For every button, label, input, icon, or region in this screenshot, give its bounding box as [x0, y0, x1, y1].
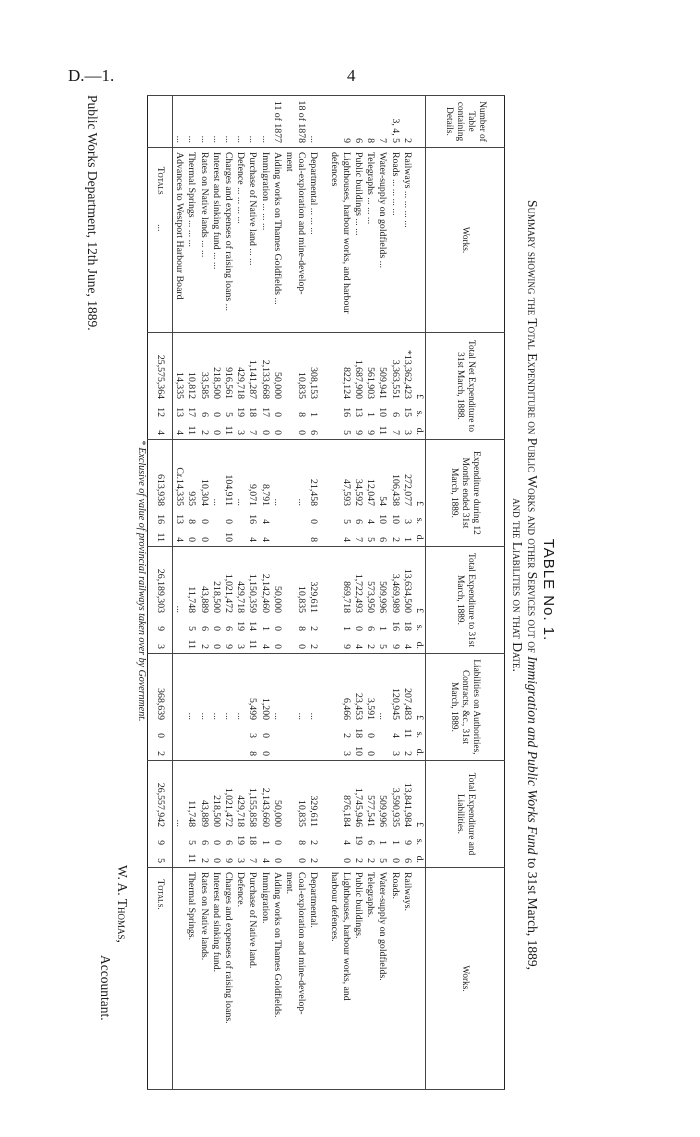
totals-label-right: Totals. — [147, 868, 172, 1090]
table-row — [197, 96, 209, 1090]
table-row — [352, 96, 364, 1090]
row-expenditure-12: ... — [295, 440, 307, 547]
row-table-number — [283, 96, 295, 148]
row-works: Water-supply on goldfields ... — [376, 148, 388, 333]
row-liabilities: ... — [222, 654, 234, 761]
row-works: Immigration ... ... ... — [258, 148, 270, 333]
totals-total-exp-liab: 26,557,94295 — [147, 761, 172, 868]
row-total-exp-liab: 429,718193 — [234, 761, 246, 868]
row-works-right: ment. — [283, 868, 295, 1090]
row-works-right: Interest and sinking fund. — [210, 868, 222, 1090]
row-works: Charges and expenses of raising loans ... — [222, 148, 234, 333]
row-total-expenditure: 429,718193 — [234, 547, 246, 654]
row-total-net: 2,133,668170 — [258, 333, 270, 440]
row-total-net: *13,362,423153 — [401, 333, 413, 440]
row-works: Rates on Native lands ... ... — [197, 148, 209, 333]
table-row — [258, 96, 270, 1090]
row-table-number: 7 — [376, 96, 388, 148]
row-works: Interest and sinking fund ... ... — [210, 148, 222, 333]
row-liabilities: ... — [185, 654, 197, 761]
row-table-number: ... — [185, 96, 197, 148]
table-row — [388, 96, 400, 1090]
row-works: Purchase of Native land ... ... — [246, 148, 258, 333]
row-table-number: ... — [172, 96, 185, 148]
department-date: Public Works Department, 12th June, 1889. — [85, 95, 100, 331]
subtitle-part2: to 31st March, 1889, — [525, 857, 540, 970]
header-expenditure-12-months: Expenditure during 12 Months ended 31st March, 1889. — [426, 440, 505, 547]
row-liabilities: ... — [295, 654, 307, 761]
row-table-number: ... — [210, 96, 222, 148]
row-works: Aiding works on Thames Goldfields ... — [271, 148, 283, 333]
row-table-number — [327, 96, 339, 148]
row-total-exp-liab: 13,841,98496 — [401, 761, 413, 868]
row-total-expenditure — [327, 547, 339, 654]
row-works-right: harbour defences. — [327, 868, 339, 1090]
table-row — [295, 96, 307, 1090]
row-liabilities: ... — [271, 654, 283, 761]
row-total-net: 308,15316 — [307, 333, 319, 440]
subtitle-part1: Summary showing the Total Expenditure on Public Works and other Services out of — [525, 200, 540, 653]
row-total-net: 429,718193 — [234, 333, 246, 440]
row-total-exp-liab: 876,18440 — [340, 761, 352, 868]
row-total-exp-liab: 2,143,66014 — [258, 761, 270, 868]
row-total-exp-liab: 1,745,946192 — [352, 761, 364, 868]
row-table-number: ... — [234, 96, 246, 148]
row-expenditure-12: Cr.14,335134 — [172, 440, 185, 547]
table-row — [271, 96, 283, 1090]
row-total-expenditure: 10,83580 — [295, 547, 307, 654]
row-expenditure-12 — [283, 440, 295, 547]
row-liabilities: 1,20000 — [258, 654, 270, 761]
row-expenditure-12: 104,911010 — [222, 440, 234, 547]
totals-row — [147, 96, 172, 1090]
row-expenditure-12: 10,30400 — [197, 440, 209, 547]
row-total-expenditure: 1,722,49304 — [352, 547, 364, 654]
table-row — [401, 96, 413, 1090]
row-works-right: Defence. — [234, 868, 246, 1090]
row-total-exp-liab: 10,83580 — [295, 761, 307, 868]
row-liabilities: 23,4531810 — [352, 654, 364, 761]
row-works: Lighthouses, harbour works, and harbour — [340, 148, 352, 333]
row-works: Departmental ... ... ... — [307, 148, 319, 333]
totals-total-expenditure: 26,189,30393 — [147, 547, 172, 654]
row-expenditure-12: 54106 — [376, 440, 388, 547]
row-works-right: Telegraphs. — [364, 868, 376, 1090]
row-total-expenditure: 50,00000 — [271, 547, 283, 654]
table-body — [172, 96, 425, 1090]
table-subtitle — [510, 80, 540, 1090]
row-total-expenditure: 218,50000 — [210, 547, 222, 654]
row-total-exp-liab: 43,88962 — [197, 761, 209, 868]
row-expenditure-12: 12,04745 — [364, 440, 376, 547]
table-row — [234, 96, 246, 1090]
row-total-exp-liab: 1,155,858187 — [246, 761, 258, 868]
header-liabilities: Liabilities on Authorities, Contracts, &c., 31st March, 1889. — [426, 654, 505, 761]
row-total-exp-liab — [327, 761, 339, 868]
header-total-expenditure: Total Expenditure to 31st March, 1889. — [426, 547, 505, 654]
units-cell: £s.d. — [413, 547, 426, 654]
row-liabilities: 120,94543 — [388, 654, 400, 761]
row-total-expenditure: 1,150,3591411 — [246, 547, 258, 654]
row-works: defences — [327, 148, 339, 333]
row-works: Defence ... ... ... ... — [234, 148, 246, 333]
row-total-exp-liab: 509,99615 — [376, 761, 388, 868]
row-works-right: Roads. — [388, 868, 400, 1090]
spacer-row — [319, 96, 327, 1090]
row-liabilities: ... — [307, 654, 319, 761]
row-works: Coal-exploration and mine-develop- — [295, 148, 307, 333]
row-liabilities: ... — [210, 654, 222, 761]
row-total-net — [327, 333, 339, 440]
row-liabilities: 3,59100 — [364, 654, 376, 761]
row-total-expenditure: 573,95062 — [364, 547, 376, 654]
row-total-exp-liab: 577,54162 — [364, 761, 376, 868]
row-liabilities: 207,483112 — [401, 654, 413, 761]
row-total-net: 561,90319 — [364, 333, 376, 440]
row-works-right: Coal-exploration and mine-develop- — [295, 868, 307, 1090]
row-works: ment — [283, 148, 295, 333]
row-total-net — [283, 333, 295, 440]
units-cell: £s.d. — [413, 761, 426, 868]
row-expenditure-12: 47,59354 — [340, 440, 352, 547]
units-cell: £s.d. — [413, 440, 426, 547]
row-expenditure-12: ... — [210, 440, 222, 547]
row-total-net: 50,00000 — [271, 333, 283, 440]
row-total-expenditure: 11,748511 — [185, 547, 197, 654]
page-number: 4 — [347, 66, 356, 85]
row-expenditure-12: 21,45808 — [307, 440, 319, 547]
row-liabilities — [172, 654, 185, 761]
row-works: Public buildings ... ... — [352, 148, 364, 333]
table-row — [327, 96, 339, 1090]
row-total-expenditure: 329,61122 — [307, 547, 319, 654]
row-works-right: Departmental. — [307, 868, 319, 1090]
row-table-number: 9 — [340, 96, 352, 148]
row-expenditure-12: 8,79144 — [258, 440, 270, 547]
table-row — [185, 96, 197, 1090]
row-total-net: 14,335134 — [172, 333, 185, 440]
row-expenditure-12: ... — [234, 440, 246, 547]
row-works-right: Lighthouses, harbour works, and — [340, 868, 352, 1090]
row-table-number: 3, 4, 5 — [388, 96, 400, 148]
row-total-expenditure — [283, 547, 295, 654]
row-total-net: 916,561511 — [222, 333, 234, 440]
row-total-expenditure: 509,99615 — [376, 547, 388, 654]
row-table-number: ... — [222, 96, 234, 148]
header-total-net: Total Net Expenditure to 31st March, 1888. — [426, 333, 505, 440]
row-table-number: 18 of 1878 — [295, 96, 307, 148]
table-row — [307, 96, 319, 1090]
row-total-expenditure: 869,71819 — [340, 547, 352, 654]
totals-expenditure-12: 613,9381611 — [147, 440, 172, 547]
row-works-right: Aiding works on Thames Goldfields. — [271, 868, 283, 1090]
table-row — [340, 96, 352, 1090]
table-row — [172, 96, 185, 1090]
row-total-net: 218,50000 — [210, 333, 222, 440]
header-works: Works. — [426, 148, 505, 333]
row-total-exp-liab: 11,748511 — [185, 761, 197, 868]
row-table-number: ... — [246, 96, 258, 148]
footnote: * Exclusive of value of provincial railways taken over by Government. — [136, 440, 147, 722]
row-total-net: 3,363,55167 — [388, 333, 400, 440]
totals-label: Totals ... — [147, 148, 172, 333]
header-row — [426, 96, 505, 1090]
row-works-right: Thermal Springs. — [185, 868, 197, 1090]
units-row — [413, 96, 426, 1090]
row-works: Thermal Springs ... ... ... — [185, 148, 197, 333]
row-works-right: Public buildings. — [352, 868, 364, 1090]
summary-table — [147, 95, 505, 1090]
units-cell: £s.d. — [413, 333, 426, 440]
page-reference: D.—1. — [68, 66, 115, 85]
row-total-net: 1,687,900139 — [352, 333, 364, 440]
subtitle-line2: and the Liabilities on that Date. — [510, 498, 525, 672]
totals-total-net: 25,575,364124 — [147, 333, 172, 440]
row-works-right: Immigration. — [258, 868, 270, 1090]
row-total-expenditure: 1,021,47269 — [222, 547, 234, 654]
row-table-number: ... — [258, 96, 270, 148]
units-cell: £s.d. — [413, 654, 426, 761]
row-works-right: Railways. — [401, 868, 413, 1090]
row-total-net: 1,141,287187 — [246, 333, 258, 440]
row-expenditure-12: 9,071164 — [246, 440, 258, 547]
signature-title: Accountant. — [98, 955, 113, 1021]
row-total-expenditure: 13,634,500184 — [401, 547, 413, 654]
row-expenditure-12: ... — [271, 440, 283, 547]
header-number-table: Number of Table containing Details. — [426, 96, 505, 148]
header-works-right: Works. — [426, 868, 505, 1090]
row-total-expenditure: 3,469,989169 — [388, 547, 400, 654]
row-table-number: 6 — [352, 96, 364, 148]
row-total-net: 10,83580 — [295, 333, 307, 440]
row-expenditure-12 — [327, 440, 339, 547]
row-table-number: ... — [197, 96, 209, 148]
row-liabilities: ... — [234, 654, 246, 761]
subtitle-fund-name: Immigration and Public Works Fund — [525, 656, 540, 855]
table-row — [210, 96, 222, 1090]
table-row — [364, 96, 376, 1090]
header-total-exp-liab: Total Expenditure and Liabilities. — [426, 761, 505, 868]
table-row — [246, 96, 258, 1090]
row-works: Telegraphs ... ... ... — [364, 148, 376, 333]
row-total-exp-liab: 50,00000 — [271, 761, 283, 868]
row-table-number: ... — [307, 96, 319, 148]
signature-name: W. A. Thomas, — [115, 865, 130, 943]
row-total-exp-liab: 218,50000 — [210, 761, 222, 868]
table-row — [222, 96, 234, 1090]
row-works-right: Rates on Native lands. — [197, 868, 209, 1090]
row-works: Roads ... ... ... ... — [388, 148, 400, 333]
row-works: Advances to Westport Harbour Board — [172, 148, 185, 333]
row-expenditure-12: 106,438102 — [388, 440, 400, 547]
row-total-exp-liab: ... — [172, 761, 185, 868]
row-total-net: 509,9411011 — [376, 333, 388, 440]
row-total-exp-liab: 329,61122 — [307, 761, 319, 868]
row-liabilities — [283, 654, 295, 761]
row-liabilities: ... — [197, 654, 209, 761]
row-table-number: 8 — [364, 96, 376, 148]
table-title: TABLE No. 1. — [540, 538, 557, 642]
row-total-expenditure: ... — [172, 547, 185, 654]
row-table-number: 11 of 1877 — [271, 96, 283, 148]
row-total-net: 10,8121711 — [185, 333, 197, 440]
row-liabilities: ... — [376, 654, 388, 761]
row-total-exp-liab: 3,590,93510 — [388, 761, 400, 868]
row-total-exp-liab — [283, 761, 295, 868]
row-works-right — [172, 868, 185, 1090]
row-total-net: 822,124165 — [340, 333, 352, 440]
row-liabilities — [327, 654, 339, 761]
totals-liabilities: 368,63902 — [147, 654, 172, 761]
row-works-right: Purchase of Native land. — [246, 868, 258, 1090]
row-total-expenditure: 43,88962 — [197, 547, 209, 654]
row-works-right: Water-supply on goldfields. — [376, 868, 388, 1090]
table-row — [283, 96, 295, 1090]
row-total-exp-liab: 1,021,47269 — [222, 761, 234, 868]
row-expenditure-12: 272,07731 — [401, 440, 413, 547]
row-expenditure-12: 93580 — [185, 440, 197, 547]
row-total-net: 33,58562 — [197, 333, 209, 440]
table-row — [376, 96, 388, 1090]
row-total-expenditure: 2,142,46014 — [258, 547, 270, 654]
row-liabilities: 6,46623 — [340, 654, 352, 761]
row-works-right: Charges and expenses of raising loans. — [222, 868, 234, 1090]
row-works: Railways ... ... ... ... — [401, 148, 413, 333]
row-expenditure-12: 34,59267 — [352, 440, 364, 547]
row-liabilities: 5,49938 — [246, 654, 258, 761]
row-table-number: 2 — [401, 96, 413, 148]
